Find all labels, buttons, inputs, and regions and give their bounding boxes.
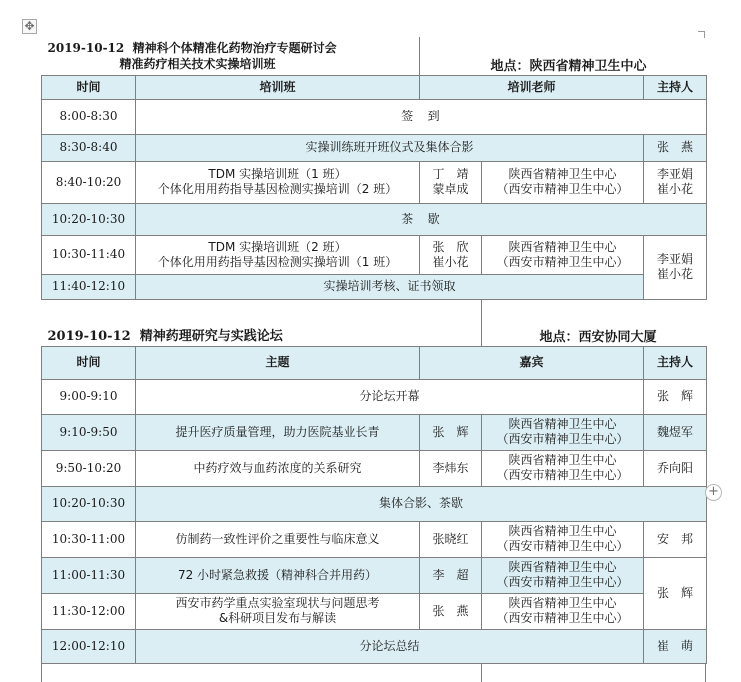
header-course: 培训班 (136, 75, 420, 99)
section1-title-line1: 精神科个体精准化药物治疗专题研讨会 (132, 40, 337, 55)
row-content: 茶 歇 (136, 203, 707, 235)
row-course (136, 161, 420, 203)
row-content: 实操培训考核、证书领取 (136, 274, 644, 299)
table-continuation (41, 664, 706, 682)
org-line: 陕西省精神卫生中心 (508, 417, 617, 431)
row-host: 张 燕 (644, 134, 707, 161)
section1-date: 2019-10-12 (47, 40, 125, 55)
row-org (482, 414, 644, 450)
header-host: 主持人 (644, 75, 707, 99)
row-host: 安 邦 (644, 521, 707, 557)
row-content: 签 到 (136, 99, 707, 134)
row-time: 9:50-10:20 (42, 450, 136, 486)
header-topic: 主题 (136, 346, 420, 379)
row-topic: 提升医疗质量管理，助力医院基业长青 (136, 414, 420, 450)
table-row (42, 521, 707, 557)
row-content: 实操训练班开班仪式及集体合影 (136, 134, 644, 161)
row-time: 10:20-10:30 (42, 203, 136, 235)
org-line: （西安市精神卫生中心） (496, 182, 629, 196)
table-row (42, 486, 707, 521)
trainer-line: 丁 靖 (432, 167, 469, 181)
org-line: 陕西省精神卫生中心 (508, 596, 617, 610)
host-line: 李亚娟 (657, 167, 694, 181)
row-time: 11:30-12:00 (42, 593, 136, 629)
row-topic: 中药疗效与血药浓度的关系研究 (136, 450, 420, 486)
add-row-icon[interactable]: + (705, 484, 722, 501)
org-line: （西安市精神卫生中心） (496, 611, 629, 625)
row-time: 11:00-11:30 (42, 557, 136, 593)
row-org (482, 161, 644, 203)
header-time: 时间 (42, 75, 136, 99)
table-row (42, 379, 707, 414)
row-time: 11:40-12:10 (42, 274, 136, 299)
row-time: 8:30-8:40 (42, 134, 136, 161)
row-topic: 72 小时紧急救援（精神科合并用药） (136, 557, 420, 593)
row-org (482, 593, 644, 629)
row-trainer (420, 235, 482, 274)
org-line: 陕西省精神卫生中心 (508, 560, 617, 574)
trainer-line: 崔小花 (432, 254, 469, 269)
org-line: 陕西省精神卫生中心 (508, 524, 617, 538)
table-row (42, 235, 707, 274)
row-host: 乔向阳 (644, 450, 707, 486)
table-row (42, 203, 707, 235)
header-trainer: 培训老师 (420, 75, 644, 99)
table-row (42, 629, 707, 663)
row-time: 9:00-9:10 (42, 379, 136, 414)
header-host: 主持人 (644, 346, 707, 379)
row-time: 10:30-11:00 (42, 521, 136, 557)
section2-location: 地点：西安协同大厦 (482, 299, 707, 346)
org-line: （西安市精神卫生中心） (496, 575, 629, 589)
course-line: TDM 实操培训班（1 班） (208, 167, 347, 181)
topic-line: &科研项目发布与解读 (218, 611, 337, 625)
course-line: 个体化用用药指导基因检测实操培训（2 班） (157, 182, 398, 196)
table-move-handle-icon[interactable]: ✥ (22, 19, 37, 34)
section1-title-line2: 精准药疗相关技术实操培训班 (119, 56, 276, 71)
row-time: 9:10-9:50 (42, 414, 136, 450)
section1-title (42, 37, 420, 75)
row-content: 分论坛开幕 (136, 379, 644, 414)
org-line: （西安市精神卫生中心） (496, 539, 629, 553)
host-line: 崔小花 (657, 182, 694, 196)
row-content: 集体合影、茶歇 (136, 486, 707, 521)
row-speaker: 李炜东 (420, 450, 482, 486)
org-line: 陕西省精神卫生中心 (508, 453, 617, 467)
row-org (482, 557, 644, 593)
row-host: 张 辉 (644, 379, 707, 414)
row-content: 分论坛总结 (136, 629, 644, 663)
training-schedule-table (41, 37, 707, 300)
row-time: 10:30-11:40 (42, 235, 136, 274)
row-host (644, 161, 707, 203)
row-host: 张 辉 (644, 557, 707, 629)
org-line: 陕西省精神卫生中心 (508, 239, 617, 254)
table-row (42, 134, 707, 161)
table-row (42, 557, 707, 593)
trainer-line: 蒙卓成 (432, 182, 469, 196)
course-line: TDM 实操培训班（2 班） (208, 239, 347, 254)
row-host (644, 235, 707, 299)
row-host: 崔 萌 (644, 629, 707, 663)
header-guest: 嘉宾 (420, 346, 644, 379)
section2-date: 2019-10-12 (47, 328, 131, 344)
org-line: （西安市精神卫生中心） (496, 468, 629, 482)
row-org (482, 235, 644, 274)
row-speaker: 张 燕 (420, 593, 482, 629)
row-time: 8:00-8:30 (42, 99, 136, 134)
table-row (42, 161, 707, 203)
row-speaker: 张 辉 (420, 414, 482, 450)
row-host: 魏煜军 (644, 414, 707, 450)
section1-location: 地点：陕西省精神卫生中心 (420, 37, 707, 75)
table-row (42, 593, 707, 629)
row-speaker: 李 超 (420, 557, 482, 593)
table-row (42, 414, 707, 450)
row-trainer (420, 161, 482, 203)
table-row (42, 99, 707, 134)
table-row (42, 274, 707, 299)
org-line: 陕西省精神卫生中心 (508, 167, 617, 181)
table-row (42, 450, 707, 486)
section2-title-text: 精神药理研究与实践论坛 (139, 328, 283, 344)
row-time: 12:00-12:10 (42, 629, 136, 663)
row-speaker: 张晓红 (420, 521, 482, 557)
host-line: 李亚娟 (657, 252, 694, 266)
row-org (482, 450, 644, 486)
row-org (482, 521, 644, 557)
forum-schedule-table (41, 299, 707, 664)
header-time: 时间 (42, 346, 136, 379)
row-time: 8:40-10:20 (42, 161, 136, 203)
section2-title (42, 299, 482, 346)
row-course (136, 235, 420, 274)
host-line: 崔小花 (657, 267, 694, 281)
org-line: （西安市精神卫生中心） (496, 432, 629, 446)
row-topic: 仿制药一致性评价之重要性与临床意义 (136, 521, 420, 557)
topic-line: 西安市药学重点实验室现状与问题思考 (175, 596, 380, 610)
row-time: 10:20-10:30 (42, 486, 136, 521)
course-line: 个体化用用药指导基因检测实操培训（1 班） (157, 254, 398, 269)
trainer-line: 张 欣 (432, 239, 469, 254)
org-line: （西安市精神卫生中心） (496, 254, 629, 269)
row-topic (136, 593, 420, 629)
